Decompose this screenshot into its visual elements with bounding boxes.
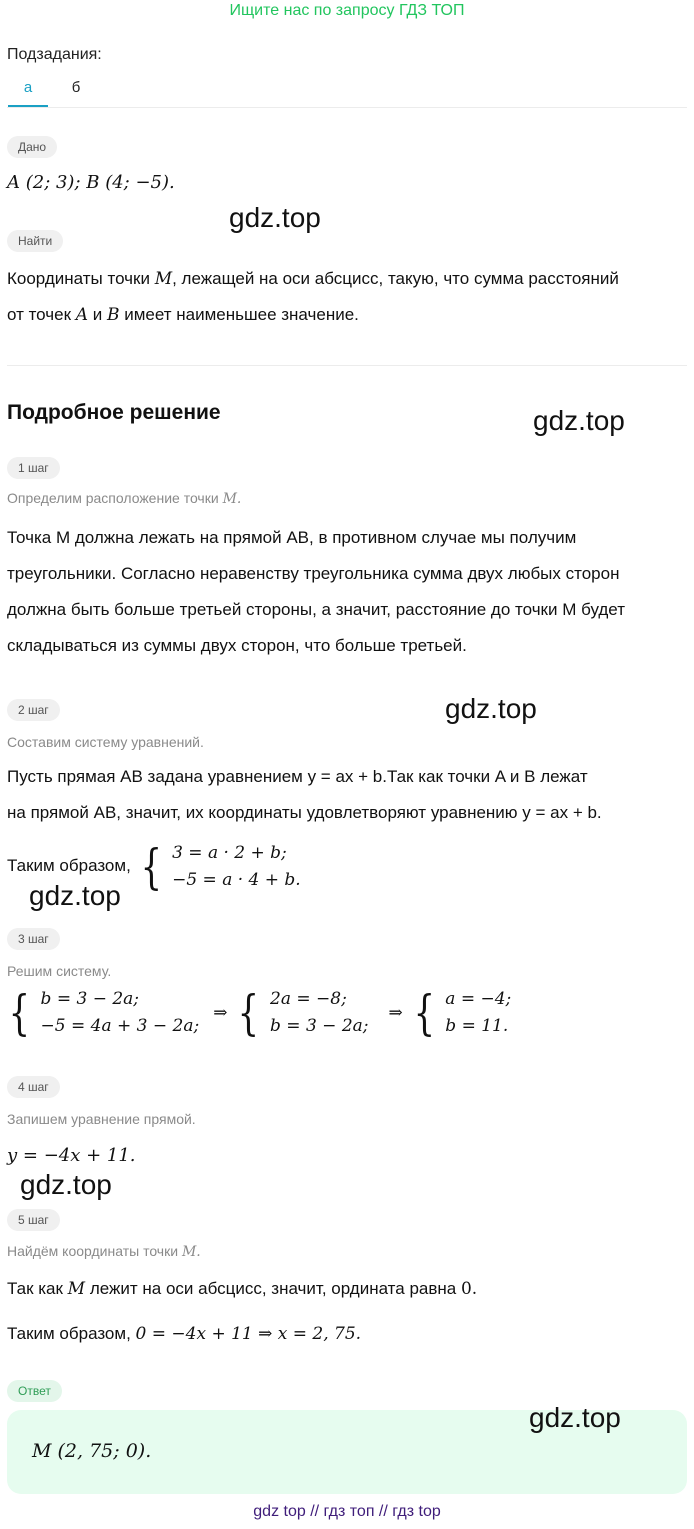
- step-1-line-2: треугольники. Согласно неравенству треугольника сумма двух любых сторон: [7, 564, 620, 583]
- watermark: gdz.top: [20, 1169, 112, 1200]
- system-3: { a = −4; b = 11.: [413, 985, 512, 1041]
- step-5-caption: Найдём координаты точки M.: [7, 1243, 201, 1260]
- footer-links[interactable]: gdz top // гдз топ // гдз top: [253, 1503, 441, 1520]
- step-2-chip: 2 шаг: [7, 699, 60, 721]
- implies-arrow: ⇒: [388, 1003, 403, 1023]
- implies-arrow: ⇒: [213, 1003, 228, 1023]
- watermark: gdz.top: [229, 202, 321, 233]
- step-1-chip: 1 шаг: [7, 457, 60, 479]
- find-chip: Найти: [7, 230, 63, 252]
- step-1-line-3: должна быть больше третьей стороны, а значит, расстояние до точки M будет: [7, 600, 625, 619]
- divider: [7, 107, 687, 108]
- answer-value: M (2, 75; 0).: [32, 1440, 152, 1462]
- watermark: gdz.top: [529, 1402, 621, 1433]
- step-2-system-line: Таким образом, { 3 = a · 2 + b; −5 = a · 4 + b.: [7, 838, 301, 895]
- solution-title: Подробное решение: [7, 401, 221, 424]
- watermark: gdz.top: [29, 880, 121, 911]
- tab-subtask-b[interactable]: б: [71, 79, 81, 96]
- step-4-equation: y = −4x + 11.: [7, 1145, 136, 1166]
- step-3-chip: 3 шаг: [7, 928, 60, 950]
- step-4-caption: Запишем уравнение прямой.: [7, 1111, 196, 1127]
- answer-chip: Ответ: [7, 1380, 62, 1402]
- given-points: A (2; 3); B (4; −5).: [7, 172, 175, 193]
- find-text-line-2: от точек A и B имеет наименьшее значение.: [7, 305, 359, 325]
- step-5-chip: 5 шаг: [7, 1209, 60, 1231]
- step-2-line-2: на прямой AB, значит, их координаты удовлетворяют уравнению y = ax + b.: [7, 803, 602, 822]
- step-1-line-4: складываться из суммы двух сторон, что больше третьей.: [7, 636, 467, 655]
- given-chip: Дано: [7, 136, 57, 158]
- step-1-caption: Определим расположение точки M.: [7, 490, 242, 507]
- tab-subtask-a[interactable]: а: [23, 79, 33, 96]
- step-3-caption: Решим систему.: [7, 963, 112, 979]
- find-text-line-1: Координаты точки M, лежащей на оси абсцисс, такую, что сумма расстояний: [7, 269, 619, 289]
- system-1: { b = 3 − 2a; −5 = 4a + 3 − 2a;: [8, 985, 200, 1041]
- system-2: { 2a = −8; b = 3 − 2a;: [238, 985, 369, 1041]
- divider: [7, 365, 687, 366]
- subtasks-label: Подзадания:: [7, 46, 102, 63]
- watermark: gdz.top: [533, 405, 625, 436]
- step-2-caption: Составим систему уравнений.: [7, 734, 204, 750]
- step-5-line-2: Таким образом, 0 = −4x + 11 ⇒ x = 2, 75.: [7, 1324, 362, 1344]
- step-4-chip: 4 шаг: [7, 1076, 60, 1098]
- step-3-systems: [4, 986, 511, 1040]
- equation-system: { 3 = a · 2 + b; −5 = a · 4 + b.: [140, 838, 301, 895]
- step-2-line-1: Пусть прямая AB задана уравнением y = ax + b.Так как точки A и B лежат: [7, 767, 588, 786]
- step-5-line-1: Так как M лежит на оси абсцисс, значит, ордината равна 0.: [7, 1279, 478, 1299]
- watermark: gdz.top: [445, 693, 537, 724]
- step-1-line-1: Точка M должна лежать на прямой AB, в противном случае мы получим: [7, 528, 577, 547]
- search-hint-banner: Ищите нас по запросу ГДЗ ТОП: [229, 2, 465, 19]
